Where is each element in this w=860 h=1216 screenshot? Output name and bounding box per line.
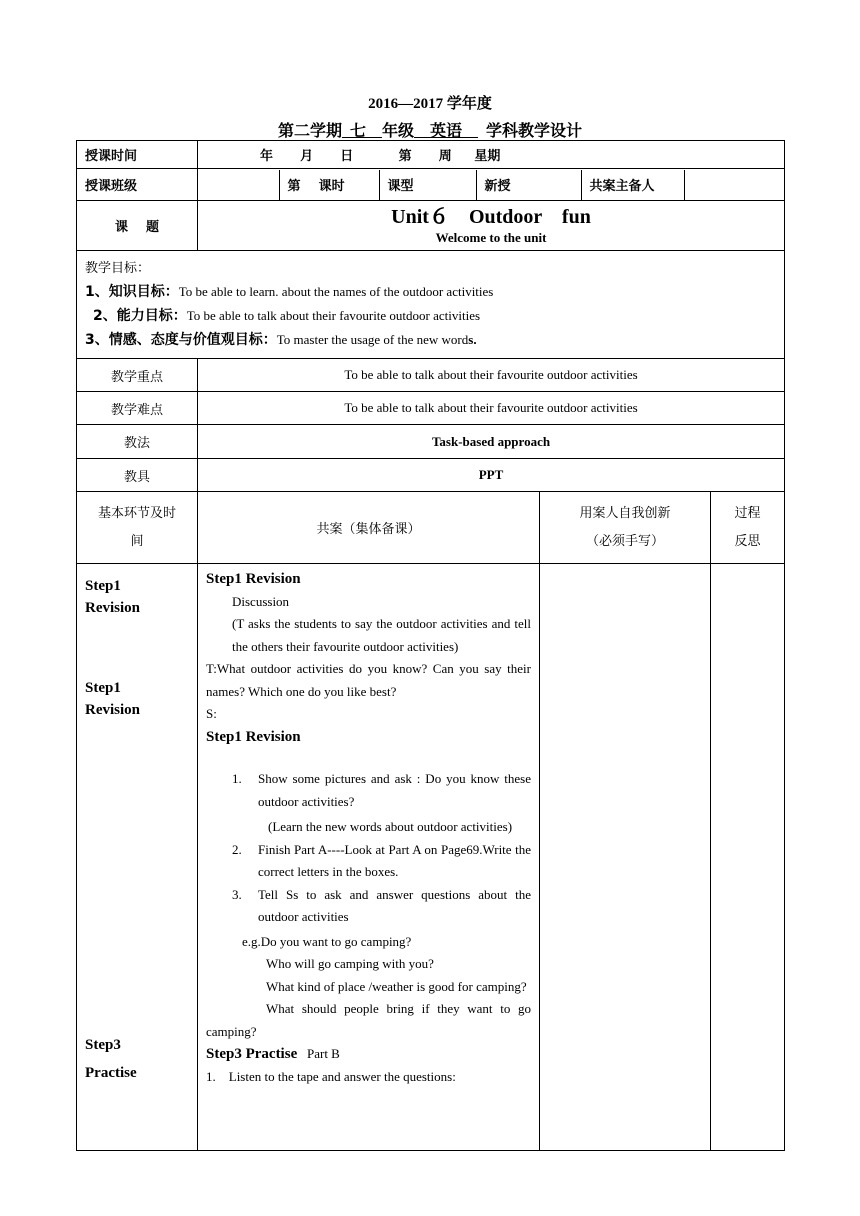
discussion-note: (T asks the students to say the outdoor activities and tell the others their favourite outdoor activities) xyxy=(232,616,531,654)
step1-heading-2: Step1 Revision xyxy=(206,728,301,745)
period-label: 第 课时 xyxy=(279,170,379,200)
unit-subtitle: Welcome to the unit xyxy=(435,229,547,245)
topic-row xyxy=(77,201,785,251)
key-point-value: To be able to talk about their favourite outdoor activities xyxy=(198,359,785,392)
list-item-3: 3. Tell Ss to ask and answer questions about the outdoor activities xyxy=(232,886,531,924)
example-line-2: Who will go camping with you? xyxy=(266,956,434,971)
key-point-row xyxy=(77,359,785,392)
lesson-plan-table xyxy=(76,140,785,1151)
design-label: 学科教学设计 xyxy=(486,123,583,140)
reflection-column-header: 过程 反思 xyxy=(711,492,785,564)
document-year-title: 2016—2017 学年度 xyxy=(368,96,492,112)
steps-body-row xyxy=(77,564,785,1151)
knowledge-goal-text: To be able to learn. about the names of the outdoor activities xyxy=(178,284,494,299)
topic-cell xyxy=(198,201,785,251)
semester-label: 第二学期 xyxy=(277,123,342,140)
objectives-cell xyxy=(77,251,785,359)
method-value: Task-based approach xyxy=(198,425,785,459)
reflection-content xyxy=(711,564,785,1151)
class-row xyxy=(77,169,785,201)
example-line-1: e.g.Do you want to go camping? xyxy=(242,933,412,949)
objectives-row xyxy=(77,251,785,359)
grade-value: 七 xyxy=(349,123,366,140)
class-value xyxy=(198,170,279,200)
teaching-time-row xyxy=(77,141,785,169)
step1-heading: Step1 Revision xyxy=(206,571,301,587)
innovation-content xyxy=(540,564,711,1151)
attitude-goal-title: 3、情感、态度与价值观目标： xyxy=(85,332,277,348)
objectives-heading: 教学目标： xyxy=(85,261,151,276)
teacher-question: T:What outdoor activities do you know? Can you say their names? Which one do you like best? xyxy=(206,661,531,699)
part-b-label: Part B xyxy=(306,1046,340,1061)
teaching-time-label: 授课时间 xyxy=(77,141,198,169)
lesson-type-label: 课型 xyxy=(379,170,476,200)
difficulty-label: 教学难点 xyxy=(77,392,198,425)
shared-plan-content xyxy=(198,564,540,1151)
list-item-2: 2. Finish Part A----Look at Part A on Page69.Write the correct letters in the boxes. xyxy=(232,841,531,879)
grade-label: 年级 xyxy=(381,123,414,140)
teaching-time-value: 年 月 日 第 周 星期 xyxy=(198,141,785,169)
method-row xyxy=(77,425,785,459)
step3-label: Step3 Practise xyxy=(85,1037,137,1081)
ability-goal-text: To be able to talk about their favourite outdoor activities xyxy=(186,308,481,323)
attitude-goal-text: To master the usage of the new word xyxy=(276,332,469,347)
steps-column xyxy=(77,564,198,1151)
difficulty-row xyxy=(77,392,785,425)
column-header-row xyxy=(77,492,785,564)
student-answer: S: xyxy=(206,706,217,721)
listen-item: 1. Listen to the tape and answer the questions: xyxy=(206,1068,456,1084)
steps-column-header: 基本环节及时 间 xyxy=(77,492,198,564)
attitude-goal-end: s. xyxy=(468,332,477,347)
tools-row xyxy=(77,459,785,492)
knowledge-goal-title: 1、知识目标： xyxy=(85,284,179,300)
discussion-label: Discussion xyxy=(232,593,290,609)
method-label: 教法 xyxy=(77,425,198,459)
unit-title: Unit６ Outdoor fun xyxy=(391,205,591,228)
lesson-type-value: 新授 xyxy=(476,170,581,200)
list-item-1: 1. Show some pictures and ask : Do you know these outdoor activities? xyxy=(232,771,531,809)
example-line-3: What kind of place /weather is good for camping? xyxy=(266,978,527,994)
difficulty-value: To be able to talk about their favourite outdoor activities xyxy=(198,392,785,425)
innovation-column-header: 用案人自我创新 （必须手写） xyxy=(540,492,711,564)
class-label: 授课班级 xyxy=(77,169,198,201)
step1-label-2: Step1 Revision xyxy=(85,680,141,718)
document-subject-title xyxy=(0,118,860,141)
lead-preparer-label: 共案主备人 xyxy=(581,170,684,200)
step1-label: Step1 Revision xyxy=(85,578,141,616)
ability-goal-title: 2、能力目标： xyxy=(93,308,187,324)
lead-preparer-value xyxy=(684,170,784,200)
list-item-1-note: (Learn the new words about outdoor activities) xyxy=(268,819,513,834)
example-line-4: What should people bring if they want to go camping? xyxy=(206,1001,531,1039)
topic-label: 课 题 xyxy=(77,201,198,251)
key-point-label: 教学重点 xyxy=(77,359,198,392)
subject-value: 英语 xyxy=(430,123,463,140)
shared-plan-column-header: 共案（集体备课） xyxy=(198,492,540,564)
step3-heading: Step3 Practise Part B xyxy=(206,1046,340,1062)
tools-value: PPT xyxy=(198,459,785,492)
tools-label: 教具 xyxy=(77,459,198,492)
